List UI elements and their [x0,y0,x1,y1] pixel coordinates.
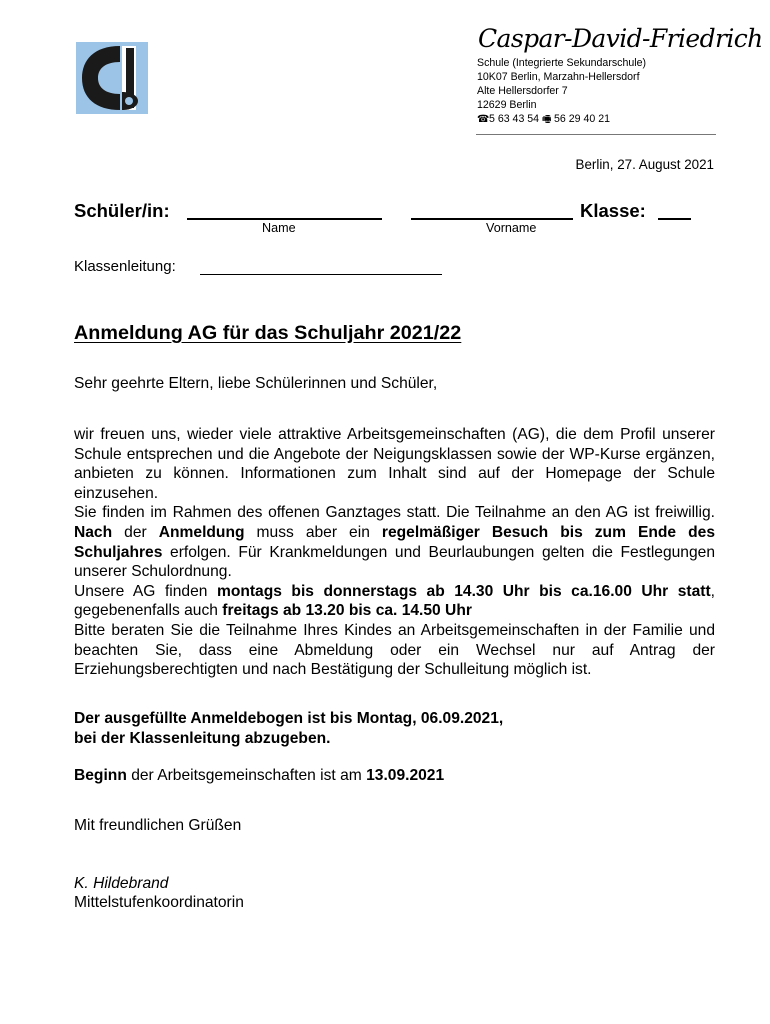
closing: Mit freundlichen Grüßen [74,817,242,834]
klasse-field[interactable] [658,204,691,220]
name-field[interactable] [187,204,382,220]
school-name-signature [478,24,763,60]
start-note [74,766,715,786]
date-line: Berlin, 27. August 2021 [575,157,714,172]
body-paragraph-advice: Bitte beraten Sie die Teilnahme Ihres Kindes an Arbeitsgemeinschaften in der Familie und beachten Sie, dass eine Abmeldung oder ein Wechsel nur auf Antrag der Erziehungsberechtigten und nach Bestätigung der Schulleitung möglich ist. [74,621,715,679]
header-divider [476,134,716,135]
vorname-field[interactable] [411,204,573,220]
school-type: Schule (Integrierte Sekundarschule) [477,57,647,69]
signer-name: K. Hildebrand [74,875,169,892]
body-text: , gegebenenfalls auch [74,582,715,620]
school-logo [76,42,148,114]
fax-number: 56 29 40 21 [554,113,610,125]
school-code-district: 10K07 Berlin, Marzahn-Hellersdorf [477,71,640,83]
school-name-text: Caspar-David-Friedrich [478,24,763,53]
phone-number: 5 63 43 54 [489,113,540,125]
vorname-caption: Vorname [486,221,537,235]
letter-body [74,425,715,680]
start-date: 13.09.2021 [366,767,445,784]
student-label: Schüler/in: [74,200,170,221]
signer-role: Mittelstufenkoordinatorin [74,894,244,911]
salutation: Sehr geehrte Eltern, liebe Schülerinnen und Schüler, [74,375,438,392]
body-text: erfolgen. Für Krankmeldungen und Beurlaubungen gelten die Festlegungen unserer Schulordnung. [74,543,715,581]
body-emphasis: Anmeldung [158,523,245,541]
body-text: Unsere AG finden [74,582,208,600]
body-emphasis: montags bis donnerstags ab 14.30 Uhr bis ca.16.00 Uhr statt [216,582,711,600]
class-teacher-label: Klassenleitung: [74,258,176,275]
body-text: Sie finden im Rahmen des offenen Ganztages statt. Die Teilnahme an den AG ist freiwillig. [74,504,715,522]
body-emphasis: Nach [74,523,113,541]
deadline-note [74,709,715,748]
body-emphasis: regelmäßiger Besuch bis zum Ende des Schuljahres [74,523,715,561]
body-text: der [124,523,147,541]
deadline-line-2: bei der Klassenleitung abzugeben. [74,729,331,747]
name-caption: Name [262,221,296,235]
start-text: der Arbeitsgemeinschaften ist am [131,767,362,784]
body-paragraph-intro: wir freuen uns, wieder viele attraktive Arbeitsgemeinschaften (AG), die dem Profil unserer Schule entsprechen und die Angebote der Neigungsklassen sowie der WP-Kurse ergänzen, anbieten zu können. Informationen zum Inhalt sind auf der Homepage der Schule einzusehen. [74,426,715,502]
postal-city: 12629 Berlin [477,99,537,111]
street: Alte Hellersdorfer 7 [477,85,568,97]
deadline-line-1: Der ausgefüllte Anmeldebogen ist bis Montag, 06.09.2021, [74,710,504,727]
telephone-icon: ☎ [477,114,490,125]
klasse-label: Klasse: [580,200,646,221]
contact-line [477,112,646,127]
fax-icon: 🖷 [542,114,552,125]
body-emphasis: freitags ab 13.20 bis ca. 14.50 Uhr [222,602,472,620]
class-teacher-field[interactable] [200,262,442,275]
start-label: Beginn [74,767,127,784]
letter-title: Anmeldung AG für das Schuljahr 2021/22 [74,322,462,344]
address-block [477,56,646,127]
body-text: muss aber ein [256,523,370,541]
